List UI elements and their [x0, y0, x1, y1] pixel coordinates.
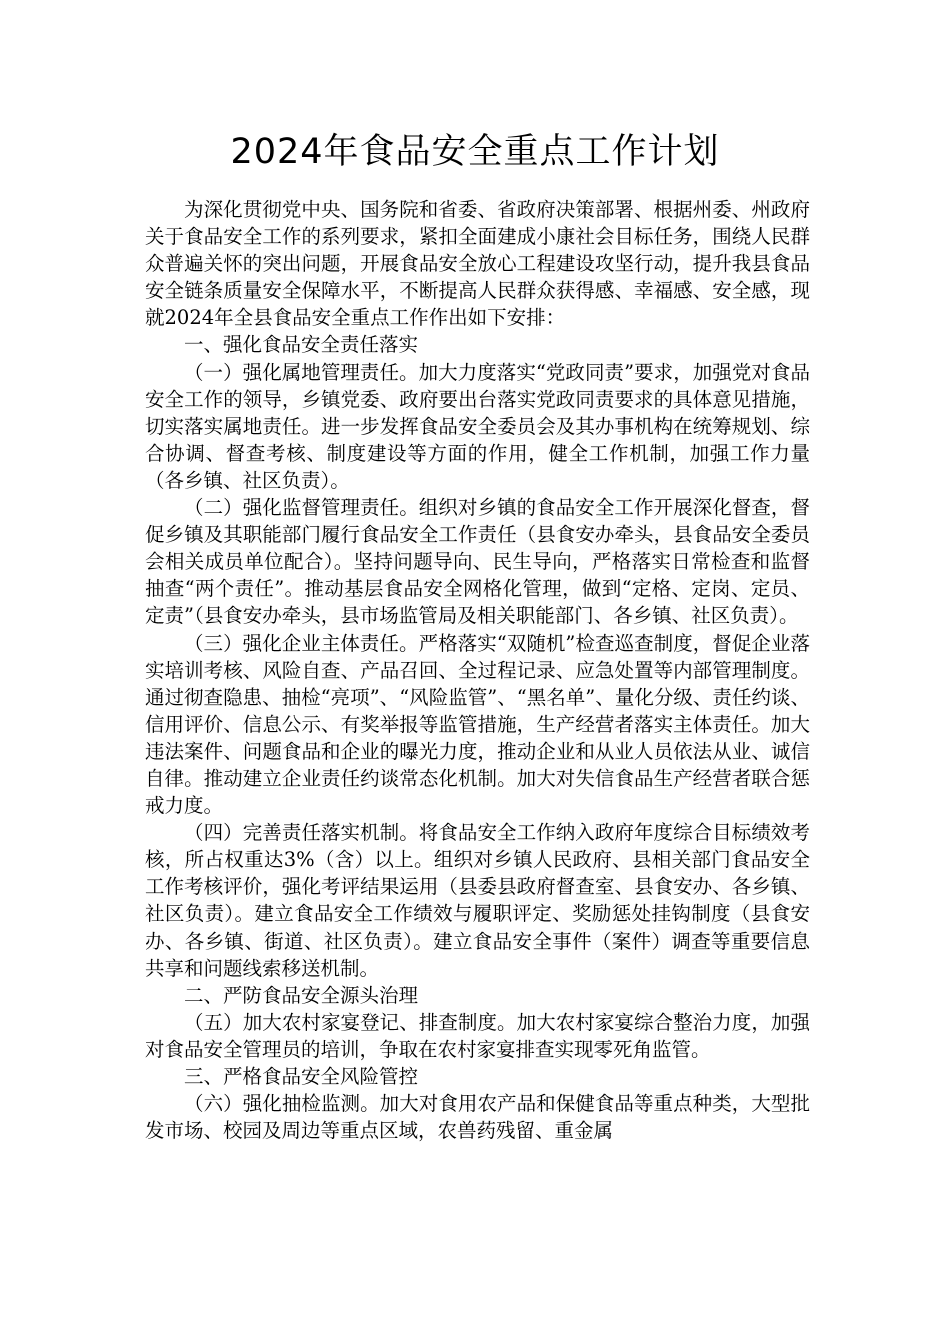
document-body — [145, 196, 810, 1144]
section-heading-2: 二、严防食品安全源头治理 — [184, 983, 419, 1007]
paragraph-item-4: （四）完善责任落实机制。将食品安全工作纳入政府年度综合目标绩效考核，所占权重达3%（含）以上。组织对乡镇人民政府、县相关部门食品安全工作考核评价，强化考评结果运用（县委县政府督查室、县食安办、各乡镇、社区负责）。建立食品安全工作绩效与履职评定、奖励惩处挂钩制度（县食安办、各乡镇、街道、社区负责）。建立食品安全事件（案件）调查等重要信息共享和问题线索移送机制。 — [145, 821, 810, 980]
paragraph-item-3: （三）强化企业主体责任。严格落实“双随机”检查巡查制度，督促企业落实培训考核、风险自查、产品召回、全过程记录、应急处置等内部管理制度。通过彻查隐患、抽检“亮项”、“风险监管”、“黑名单”、量化分级、责任约谈、信用评价、信息公示、有奖举报等监管措施，生产经营者落实主体责任。加大违法案件、问题食品和企业的曝光力度，推动企业和从业人员依法从业、诚信自律。推动建立企业责任约谈常态化机制。加大对失信食品生产经营者联合惩戒力度。 — [145, 631, 810, 818]
paragraph-item-6: （六）强化抽检监测。加大对食用农产品和保健食品等重点种类，大型批发市场、校园及周边等重点区域，农兽药残留、重金属 — [145, 1092, 810, 1143]
paragraph-item-5: （五）加大农村家宴登记、排查制度。加大农村家宴综合整治力度，加强对食品安全管理员的培训，争取在农村家宴排查实现零死角监管。 — [145, 1010, 810, 1061]
paragraph-item-1: （一）强化属地管理责任。加大力度落实“党政同责”要求，加强党对食品安全工作的领导，乡镇党委、政府要出台落实党政同责要求的具体意见措施，切实落实属地责任。进一步发挥食品安全委员会及其办事机构在统筹规划、综合协调、督查考核、制度建设等方面的作用，健全工作机制，加强工作力量（各乡镇、社区负责）。 — [145, 360, 810, 492]
document-title: 2024年食品安全重点工作计划 — [230, 132, 720, 172]
intro-paragraph: 为深化贯彻党中央、国务院和省委、省政府决策部署、根据州委、州政府关于食品安全工作的系列要求，紧扣全面建成小康社会目标任务，围绕人民群众普遍关怀的突出问题，开展食品安全放心工程建设攻坚行动，提升我县食品安全链条质量安全保障水平，不断提高人民群众获得感、幸福感、安全感，现就2024年全县食品安全重点工作作出如下安排： — [145, 198, 810, 330]
section-heading-3: 三、严格食品安全风险管控 — [184, 1065, 419, 1088]
section-heading-1: 一、强化食品安全责任落实 — [184, 333, 419, 357]
paragraph-item-2: （二）强化监督管理责任。组织对乡镇的食品安全工作开展深化督查，督促乡镇及其职能部门履行食品安全工作责任（县食安办牵头，县食品安全委员会相关成员单位配合）。坚持问题导向、民生导向，严格落实日常检查和监督抽查“两个责任”。推动基层食品安全网格化管理，做到“定格、定岗、定员、定责”（县食安办牵头，县市场监管局及相关职能部门、各乡镇、社区负责）。 — [145, 496, 810, 628]
